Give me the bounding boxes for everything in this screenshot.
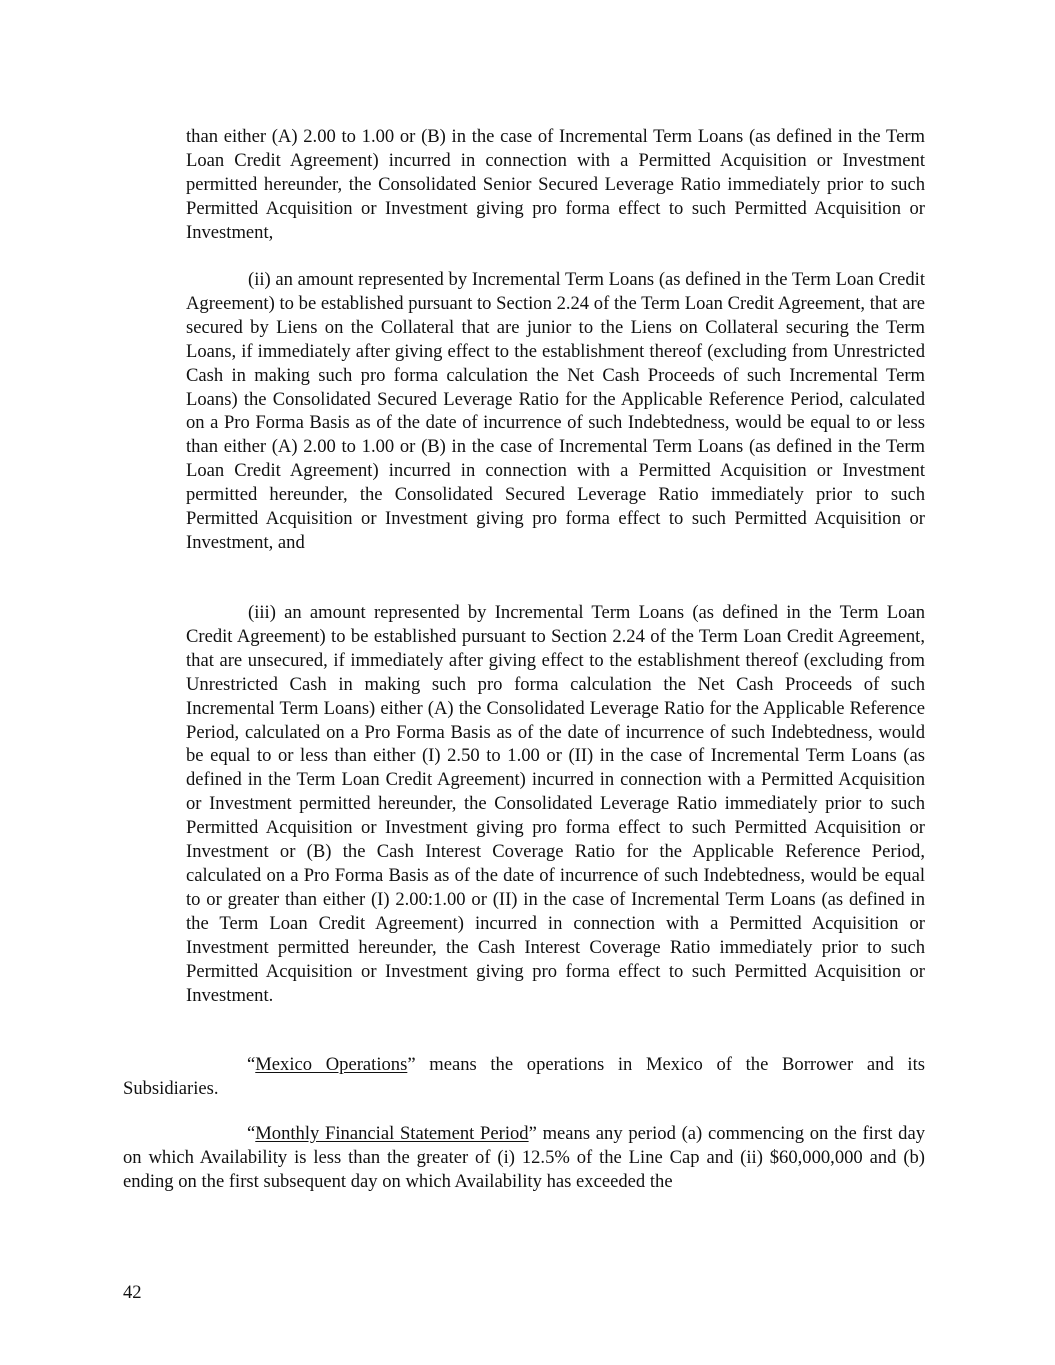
defined-term: Mexico Operations: [255, 1054, 408, 1075]
definition-monthly-financial-statement-period: [123, 1122, 925, 1194]
paragraph-clause-iii: (iii) an amount represented by Incremental Term Loans (as defined in the Term Loan Credit Agreement) to be established pursuant to Section 2.24 of the Term Loan Credit Agreement, that are unsecured, if immediately after giving effect to the establishment thereof (excluding from Unrestricted Cash in making such pro forma calculation the Net Cash Proceeds of such Incremental Term Loans) either (A) the Consolidated Leverage Ratio for the Applicable Reference Period, calculated on a Pro Forma Basis as of the date of incurrence of such Indebtedness, would be equal to or less than either (I) 2.50 to 1.00 or (II) in the case of Incremental Term Loans (as defined in the Term Loan Credit Agreement) incurred in connection with a Permitted Acquisition or Investment permitted hereunder, the Consolidated Leverage Ratio immediately prior to such Permitted Acquisition or Investment giving pro forma effect to such Permitted Acquisition or Investment or (B) the Cash Interest Coverage Ratio for the Applicable Reference Period, calculated on a Pro Forma Basis as of the date of incurrence of such Indebtedness, would be equal to or greater than either (I) 2.00:1.00 or (II) in the case of Incremental Term Loans (as defined in the Term Loan Credit Agreement) incurred in connection with a Permitted Acquisition or Investment permitted hereunder, the Cash Interest Coverage Ratio immediately prior to such Permitted Acquisition or Investment giving pro forma effect to such Permitted Acquisition or Investment.: [186, 602, 925, 1006]
open-quote: “: [247, 1123, 256, 1144]
paragraph-continuation-i: than either (A) 2.00 to 1.00 or (B) in the case of Incremental Term Loans (as defined in the Term Loan Credit Agreement) incurred in connection with a Permitted Acquisition or Investment permitted hereunder, the Consolidated Senior Secured Leverage Ratio immediately prior to such Permitted Acquisition or Investment giving pro forma effect to such Permitted Acquisition or Investment,: [186, 126, 925, 243]
defined-term: Monthly Financial Statement Period: [255, 1123, 529, 1144]
definition-text: ” means any period (a) commencing on the first day on which Availability is less than the greater of (i) 12.5% of the Line Cap and (ii) $60,000,000 and (b) ending on the first subsequent day on which Availability has exceeded the: [123, 1123, 925, 1192]
definition-text: ” means the operations in Mexico of the Borrower and its Subsidiaries.: [123, 1054, 925, 1099]
open-quote: “: [247, 1054, 256, 1075]
definition-mexico-operations: [123, 1053, 925, 1101]
page-number: 42: [123, 1282, 142, 1303]
paragraph-clause-ii: (ii) an amount represented by Incremental Term Loans (as defined in the Term Loan Credit Agreement) to be established pursuant to Section 2.24 of the Term Loan Credit Agreement, that are secured by Liens on the Collateral that are junior to the Liens on Collateral securing the Term Loans, if immediately after giving effect to the establishment thereof (excluding from Unrestricted Cash in making such pro forma calculation the Net Cash Proceeds of such Incremental Term Loans) the Consolidated Secured Leverage Ratio for the Applicable Reference Period, calculated on a Pro Forma Basis as of the date of incurrence of such Indebtedness, would be equal to or less than either (A) 2.00 to 1.00 or (B) in the case of Incremental Term Loans (as defined in the Term Loan Credit Agreement) incurred in connection with a Permitted Acquisition or Investment permitted hereunder, the Consolidated Secured Leverage Ratio immediately prior to such Permitted Acquisition or Investment giving pro forma effect to such Permitted Acquisition or Investment, and: [186, 269, 925, 553]
